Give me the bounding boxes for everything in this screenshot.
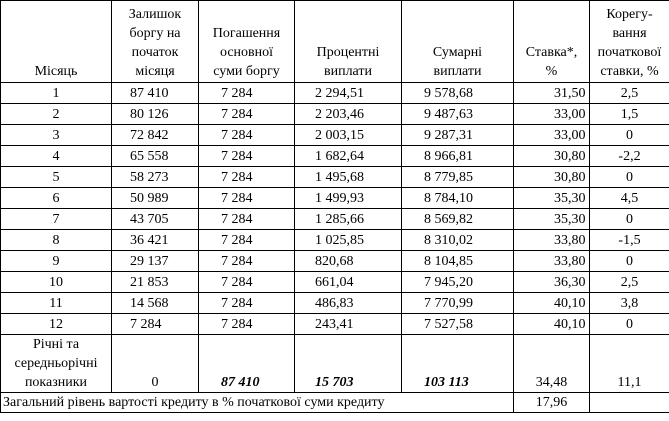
summary-interest: 15 703 (295, 335, 402, 393)
cell-principal: 7 284 (199, 167, 295, 188)
cell-adjust: 3,8 (590, 293, 669, 314)
summary-row (1, 335, 669, 393)
table-row (1, 188, 669, 209)
cell-month: 6 (1, 188, 112, 209)
summary-adjust: 11,1 (590, 335, 669, 393)
cell-rate: 33,80 (514, 251, 590, 272)
summary-rate: 34,48 (514, 335, 590, 393)
cell-balance: 14 568 (112, 293, 199, 314)
cell-adjust: 0 (590, 314, 669, 335)
cell-adjust: -1,5 (590, 230, 669, 251)
cell-balance: 58 273 (112, 167, 199, 188)
cell-month: 10 (1, 272, 112, 293)
cell-total: 7 770,99 (402, 293, 514, 314)
header-month: Місяць (1, 1, 112, 83)
summary-label: Річні та середньорічні показники (1, 335, 112, 393)
cell-principal: 7 284 (199, 104, 295, 125)
table-row (1, 209, 669, 230)
cell-adjust: 4,5 (590, 188, 669, 209)
cell-total: 8 779,85 (402, 167, 514, 188)
cell-adjust: 1,5 (590, 104, 669, 125)
table-row (1, 272, 669, 293)
cell-adjust: 0 (590, 209, 669, 230)
table-row (1, 125, 669, 146)
cell-rate: 40,10 (514, 314, 590, 335)
cell-balance: 87 410 (112, 83, 199, 104)
cell-adjust: 2,5 (590, 83, 669, 104)
cell-rate: 33,00 (514, 104, 590, 125)
cell-principal: 7 284 (199, 83, 295, 104)
cell-month: 4 (1, 146, 112, 167)
cell-month: 1 (1, 83, 112, 104)
cell-month: 8 (1, 230, 112, 251)
cell-total: 9 578,68 (402, 83, 514, 104)
cell-principal: 7 284 (199, 188, 295, 209)
cell-interest: 1 499,93 (295, 188, 402, 209)
cell-rate: 35,30 (514, 209, 590, 230)
cell-adjust: 0 (590, 167, 669, 188)
header-adjust: Корегу- вання початкової ставки, % (590, 1, 669, 83)
cell-total: 8 569,82 (402, 209, 514, 230)
cell-balance: 7 284 (112, 314, 199, 335)
cell-rate: 36,30 (514, 272, 590, 293)
cell-rate: 30,80 (514, 167, 590, 188)
cell-total: 7 945,20 (402, 272, 514, 293)
cell-rate: 33,00 (514, 125, 590, 146)
footer-value: 17,96 (514, 393, 590, 413)
cell-month: 5 (1, 167, 112, 188)
cell-rate: 35,30 (514, 188, 590, 209)
cell-balance: 36 421 (112, 230, 199, 251)
cell-interest: 2 003,15 (295, 125, 402, 146)
table-row (1, 104, 669, 125)
cell-balance: 50 989 (112, 188, 199, 209)
cell-principal: 7 284 (199, 230, 295, 251)
cell-total: 7 527,58 (402, 314, 514, 335)
cell-rate: 31,50 (514, 83, 590, 104)
cell-month: 7 (1, 209, 112, 230)
header-rate: Ставка*, % (514, 1, 590, 83)
cell-interest: 2 203,46 (295, 104, 402, 125)
cell-interest: 486,83 (295, 293, 402, 314)
cell-month: 3 (1, 125, 112, 146)
cell-month: 12 (1, 314, 112, 335)
cell-total: 8 310,02 (402, 230, 514, 251)
cell-month: 9 (1, 251, 112, 272)
cell-adjust: -2,2 (590, 146, 669, 167)
table-row (1, 314, 669, 335)
table-row (1, 251, 669, 272)
cell-total: 8 966,81 (402, 146, 514, 167)
cell-balance: 43 705 (112, 209, 199, 230)
cell-principal: 7 284 (199, 272, 295, 293)
cell-total: 9 487,63 (402, 104, 514, 125)
table-row (1, 167, 669, 188)
header-balance: Залишок боргу на початок місяця (112, 1, 199, 83)
cell-interest: 1 025,85 (295, 230, 402, 251)
header-interest: Процентні виплати (295, 1, 402, 83)
cell-balance: 80 126 (112, 104, 199, 125)
table-row (1, 146, 669, 167)
header-principal: Погашення основної суми боргу (199, 1, 295, 83)
header-row (1, 1, 669, 83)
header-total: Сумарні виплати (402, 1, 514, 83)
table-row (1, 230, 669, 251)
cell-interest: 661,04 (295, 272, 402, 293)
cell-interest: 1 682,64 (295, 146, 402, 167)
cell-adjust: 2,5 (590, 272, 669, 293)
cell-principal: 7 284 (199, 146, 295, 167)
cell-principal: 7 284 (199, 209, 295, 230)
cell-month: 2 (1, 104, 112, 125)
cell-balance: 65 558 (112, 146, 199, 167)
cell-interest: 243,41 (295, 314, 402, 335)
cell-interest: 1 495,68 (295, 167, 402, 188)
cell-interest: 2 294,51 (295, 83, 402, 104)
cell-month: 11 (1, 293, 112, 314)
table-row (1, 293, 669, 314)
cell-total: 9 287,31 (402, 125, 514, 146)
cell-balance: 21 853 (112, 272, 199, 293)
cell-total: 8 784,10 (402, 188, 514, 209)
cell-principal: 7 284 (199, 125, 295, 146)
footer-empty (590, 393, 669, 413)
summary-balance: 0 (112, 335, 199, 393)
cell-rate: 33,80 (514, 230, 590, 251)
table-row (1, 83, 669, 104)
cell-principal: 7 284 (199, 251, 295, 272)
summary-principal: 87 410 (199, 335, 295, 393)
cell-rate: 40,10 (514, 293, 590, 314)
footer-row (1, 393, 669, 413)
cell-interest: 820,68 (295, 251, 402, 272)
cell-balance: 72 842 (112, 125, 199, 146)
summary-total: 103 113 (402, 335, 514, 393)
cell-adjust: 0 (590, 125, 669, 146)
footer-text: Загальний рівень вартості кредиту в % початкової суми кредиту (1, 393, 514, 413)
cell-principal: 7 284 (199, 314, 295, 335)
cell-adjust: 0 (590, 251, 669, 272)
cell-balance: 29 137 (112, 251, 199, 272)
cell-interest: 1 285,66 (295, 209, 402, 230)
cell-principal: 7 284 (199, 293, 295, 314)
cell-total: 8 104,85 (402, 251, 514, 272)
cell-rate: 30,80 (514, 146, 590, 167)
